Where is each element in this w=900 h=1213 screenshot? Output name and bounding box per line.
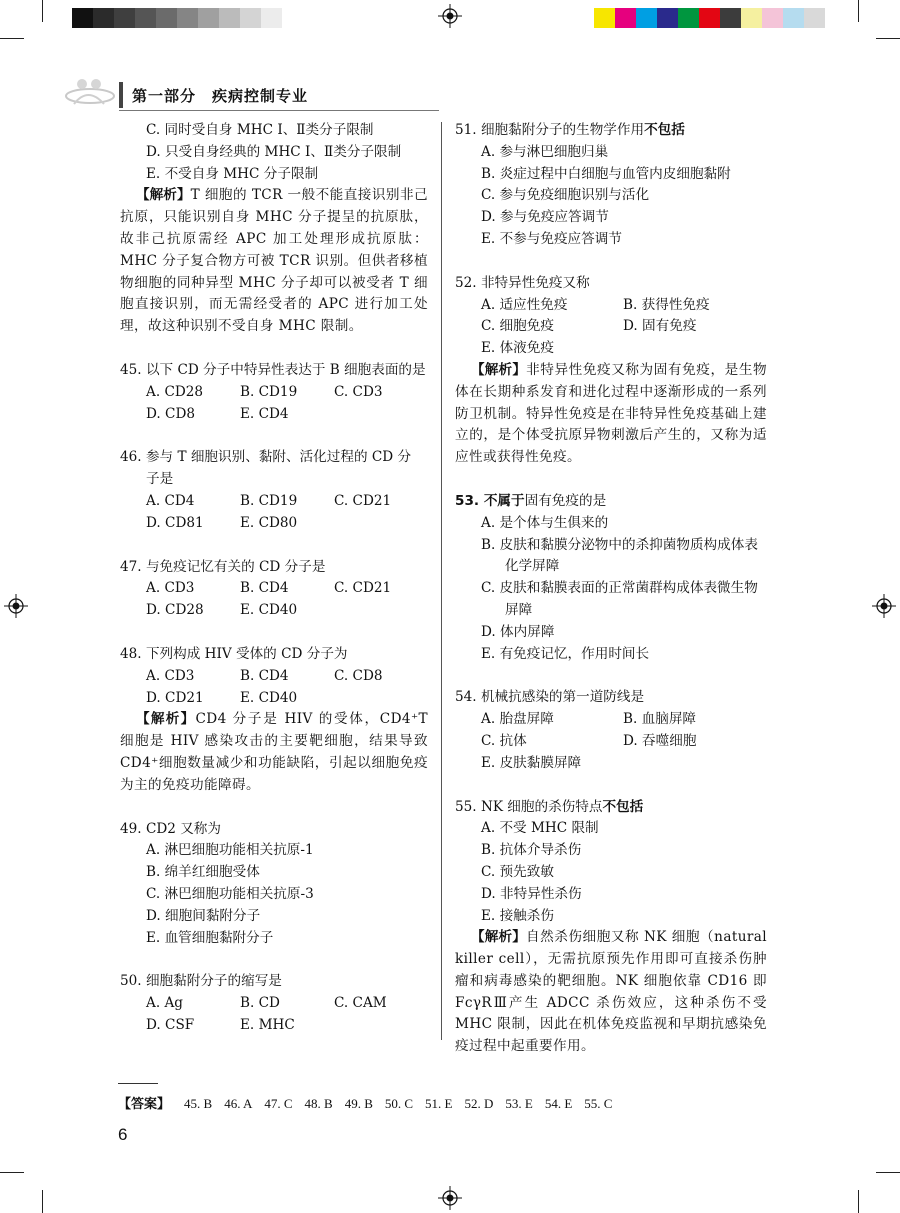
header-accent-bar — [119, 82, 123, 108]
running-header — [132, 85, 308, 106]
color-swatch — [657, 8, 678, 28]
option: A. CD3 — [146, 580, 195, 597]
option-row — [120, 666, 428, 688]
question-stem-continued: 子是 — [146, 471, 174, 488]
part-label: 第一部分 — [132, 87, 197, 105]
option-row — [120, 513, 428, 535]
option: B. CD — [240, 995, 280, 1012]
color-swatch — [198, 8, 219, 28]
color-swatch — [177, 8, 198, 28]
option: E. CD40 — [240, 602, 298, 619]
color-swatch — [594, 8, 615, 28]
question-emphasis: 53. 不属于 — [455, 492, 525, 509]
option: D. 固有免疫 — [623, 318, 697, 335]
option: E. 有免疫记忆，作用时间长 — [481, 645, 650, 662]
option: A. Ag — [146, 995, 183, 1012]
option: A. 淋巴细胞功能相关抗原-1 — [146, 842, 314, 859]
question-stem: 46. 参与 T 细胞识别、黏附、活化过程的 CD 分 — [120, 449, 412, 466]
option: B. 血脑屏障 — [623, 711, 697, 728]
answer-key — [118, 1093, 624, 1112]
option: C. CD21 — [334, 492, 392, 509]
answer-item: 53. E — [505, 1096, 533, 1111]
color-swatch — [156, 8, 177, 28]
color-swatch-strip — [594, 8, 825, 28]
color-swatch — [240, 8, 261, 28]
explanation-label: 【解析】 — [136, 187, 191, 204]
option: D. 细胞间黏附分子 — [146, 907, 261, 924]
explanation-label: 【解析】 — [471, 361, 527, 378]
option: D. CD8 — [146, 405, 196, 422]
header-rule — [119, 110, 439, 111]
color-swatch — [804, 8, 825, 28]
option-row — [120, 404, 428, 426]
option-row — [455, 731, 767, 753]
option: E. CD80 — [240, 514, 298, 531]
right-column — [455, 120, 767, 1058]
question-stem-text: 51. 细胞黏附分子的生物学作用 — [455, 122, 645, 138]
option: D. 体内屏障 — [481, 623, 555, 640]
option-row — [120, 600, 428, 622]
explanation-text: T 细胞的 TCR 一般不能直接识别非己抗原，只能识别自身 MHC 分子提呈的抗原肽，故非己抗原需经 APC 加工处理形成抗原肽：MHC 分子复合物方可被 TCR 识别。但供者移植物细胞的同种异型 MHC 分子却可以被受者 T 细胞直接识别，而无需经受者的 APC 进行加工处理，故这种识别不受自身 MHC 限制。 — [120, 187, 429, 335]
question-stem — [455, 491, 767, 513]
subject-label: 疾病控制专业 — [212, 87, 309, 105]
option: B. 抗体介导杀伤 — [481, 842, 582, 859]
answer-item: 50. C — [384, 1096, 414, 1111]
option: C. 细胞免疫 — [481, 318, 554, 335]
answer-key-label: 【答案】 — [118, 1097, 171, 1112]
question-stem — [455, 120, 767, 142]
option: A. 是个体与生俱来的 — [481, 514, 609, 531]
option: E. CD4 — [240, 405, 289, 422]
question-stem: 54. 机械抗感染的第一道防线是 — [455, 689, 645, 706]
question-stem: 45. 以下 CD 分子中特异性表达于 B 细胞表面的是 — [120, 361, 426, 378]
question-stem: 50. 细胞黏附分子的缩写是 — [120, 973, 282, 990]
option-row — [120, 382, 428, 404]
option: B. CD19 — [240, 492, 298, 509]
option: B. CD19 — [240, 383, 298, 400]
question-stem: 47. 与免疫记忆有关的 CD 分子是 — [120, 558, 326, 575]
option: C. 皮肤和黏膜表面的正常菌群构成体表微生物屏障 — [481, 580, 758, 618]
color-swatch — [615, 8, 636, 28]
column-divider — [441, 122, 442, 1040]
explanation-text: 非特异性免疫又称为固有免疫，是生物体在长期种系发育和进化过程中逐渐形成的一系列防卫机制。特异性免疫是在非特异性免疫基础上建立的，是个体受抗原异物刺激后产生的，又称为适应性或获得性免疫。 — [455, 361, 767, 466]
crop-mark — [0, 38, 24, 39]
explanation-text: CD4 分子是 HIV 的受体，CD4⁺T 细胞是 HIV 感染攻击的主要靶细胞，结果导致 CD4⁺细胞数量减少和功能缺陷，引起以细胞免疫为主的免疫功能障碍。 — [120, 711, 429, 793]
option: A. CD3 — [146, 667, 195, 684]
registration-mark-icon — [872, 594, 896, 618]
option: A. 适应性免疫 — [481, 296, 568, 313]
option: C. 预先致敏 — [481, 863, 554, 880]
answer-item: 49. B — [344, 1096, 373, 1111]
crop-mark — [858, 0, 859, 22]
option-row — [120, 491, 428, 513]
answer-item: 46. A — [224, 1096, 253, 1111]
answer-item: 55. C — [584, 1096, 613, 1111]
explanation — [120, 709, 428, 796]
color-swatch — [741, 8, 762, 28]
option: D. 参与免疫应答调节 — [481, 209, 609, 226]
explanation-label: 【解析】 — [471, 929, 526, 946]
option: C. 同时受自身 MHC Ⅰ、Ⅱ类分子限制 — [146, 122, 374, 138]
explanation-text: 自然杀伤细胞又称 NK 细胞（natural killer cell），无需抗原预先作用即可直接杀伤肿瘤和病毒感染的靶细胞。NK 细胞依靠 CD16 即 FcγRⅢ产生 ADCC 杀伤效应，这种杀伤不受 MHC 限制，因此在机体免疫监视和早期抗感染免疫过程中起重要作用。 — [455, 929, 767, 1055]
color-swatch — [93, 8, 114, 28]
registration-mark-icon — [438, 4, 462, 28]
option: B. CD4 — [240, 667, 289, 684]
option-row — [120, 578, 428, 600]
question-stem: 52. 非特异性免疫又称 — [455, 274, 590, 291]
option: D. 只受自身经典的 MHC Ⅰ、Ⅱ类分子限制 — [146, 143, 402, 160]
color-swatch — [135, 8, 156, 28]
crop-mark — [876, 1172, 900, 1173]
crop-mark — [876, 38, 900, 39]
option: E. MHC — [240, 1016, 295, 1033]
crop-mark — [0, 1172, 24, 1173]
crop-mark — [42, 1190, 43, 1213]
color-swatch — [762, 8, 783, 28]
option: D. 非特异性杀伤 — [481, 885, 582, 902]
explanation — [455, 927, 767, 1058]
explanation — [120, 185, 428, 338]
option: B. 炎症过程中白细胞与血管内皮细胞黏附 — [481, 165, 731, 182]
option: E. 皮肤黏膜屏障 — [481, 754, 582, 771]
color-swatch — [678, 8, 699, 28]
option: A. CD4 — [146, 492, 195, 509]
option: C. CD8 — [334, 667, 383, 684]
answer-rule — [118, 1083, 158, 1084]
color-swatch — [114, 8, 135, 28]
option: B. 获得性免疫 — [623, 296, 710, 313]
question-stem: 48. 下列构成 HIV 受体的 CD 分子为 — [120, 645, 348, 662]
option: B. 皮肤和黏膜分泌物中的杀抑菌物质构成体表化学屏障 — [481, 536, 758, 575]
option-row — [455, 709, 767, 731]
explanation — [455, 360, 767, 469]
option: B. 绵羊红细胞受体 — [146, 864, 260, 881]
gray-swatch-strip — [72, 8, 282, 28]
option: C. 淋巴细胞功能相关抗原-3 — [146, 885, 314, 902]
option: E. 血管细胞黏附分子 — [146, 929, 274, 946]
option: C. CD21 — [334, 580, 392, 597]
color-swatch — [219, 8, 240, 28]
option-row — [455, 295, 767, 317]
option: C. 参与免疫细胞识别与活化 — [481, 187, 650, 204]
explanation-label: 【解析】 — [136, 711, 196, 728]
registration-mark-icon — [438, 1186, 462, 1210]
answer-item: 45. B — [184, 1096, 213, 1111]
option: C. 抗体 — [481, 732, 527, 749]
question-stem-text: 55. NK 细胞的杀伤特点 — [455, 798, 603, 815]
option: D. CD81 — [146, 514, 204, 531]
answer-item: 48. B — [304, 1096, 333, 1111]
option-row — [120, 1015, 428, 1037]
option-row — [120, 688, 428, 710]
option-row — [120, 993, 428, 1015]
option: B. CD4 — [240, 580, 289, 597]
option: E. 接触杀伤 — [481, 907, 554, 924]
option: D. CSF — [146, 1016, 195, 1033]
crop-mark — [42, 0, 43, 22]
question-stem-text: 固有免疫的是 — [524, 492, 607, 509]
option: E. 不受自身 MHC 分子限制 — [146, 165, 319, 182]
question-stem — [455, 797, 767, 819]
option: A. 参与淋巴细胞归巢 — [481, 143, 609, 160]
question-emphasis: 不包括 — [602, 798, 644, 815]
color-swatch — [261, 8, 282, 28]
answer-item: 52. D — [464, 1096, 494, 1111]
left-column — [120, 120, 428, 1037]
answer-item: 47. C — [264, 1096, 293, 1111]
color-swatch — [72, 8, 93, 28]
registration-mark-icon — [4, 594, 28, 618]
option: C. CAM — [334, 995, 387, 1012]
color-swatch — [783, 8, 804, 28]
option: E. CD40 — [240, 689, 298, 706]
crop-mark — [858, 1190, 859, 1213]
option: A. CD28 — [146, 383, 204, 400]
option: E. 不参与免疫应答调节 — [481, 230, 622, 247]
question-emphasis: 不包括 — [644, 122, 685, 138]
answer-item: 54. E — [544, 1096, 573, 1111]
option-row — [455, 316, 767, 338]
publisher-logo-icon — [60, 74, 116, 110]
option: A. 不受 MHC 限制 — [481, 820, 599, 837]
color-swatch — [636, 8, 657, 28]
option: D. 吞噬细胞 — [623, 732, 697, 749]
question-stem: 49. CD2 又称为 — [120, 820, 221, 837]
option: A. 胎盘屏障 — [481, 711, 554, 728]
answer-item: 51. E — [425, 1096, 453, 1111]
option: D. CD28 — [146, 602, 204, 619]
page-number: 6 — [118, 1125, 128, 1144]
color-swatch — [720, 8, 741, 28]
option: E. 体液免疫 — [481, 340, 554, 357]
option: D. CD21 — [146, 689, 204, 706]
option: C. CD3 — [334, 383, 383, 400]
color-swatch — [699, 8, 720, 28]
